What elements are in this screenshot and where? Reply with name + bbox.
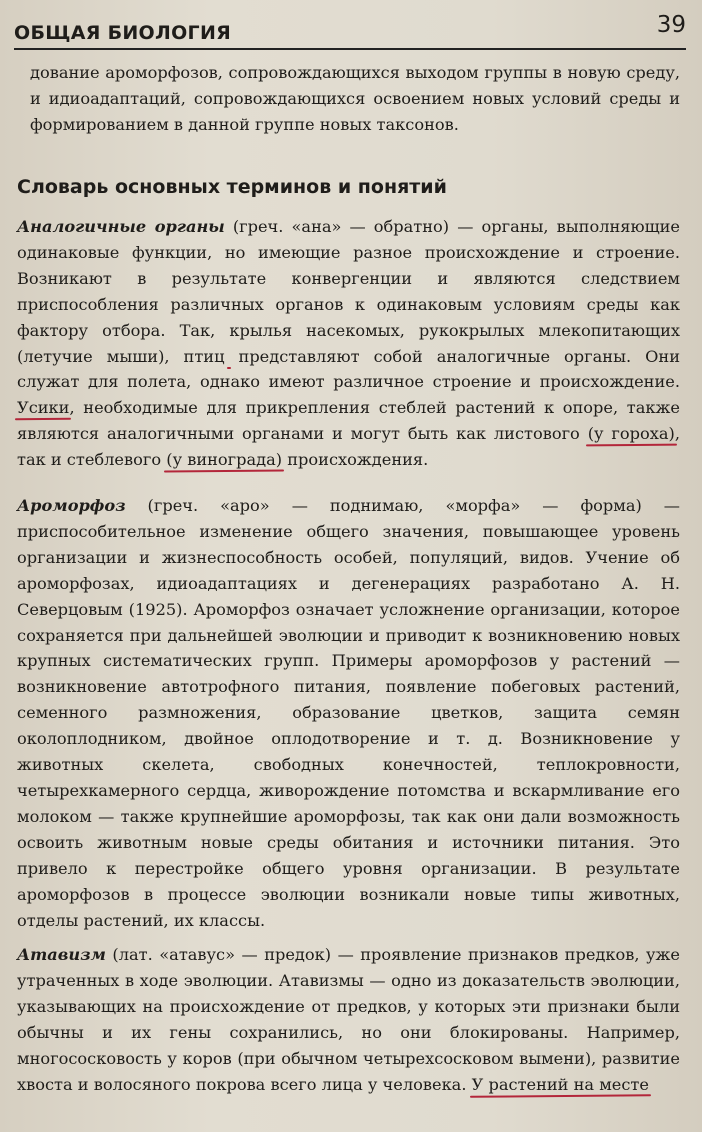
page-number: 39: [656, 12, 686, 38]
entry-analogous-organs: [17, 214, 680, 473]
entry-term: Атавизм: [17, 945, 106, 964]
underlined-text: У растений на месте: [471, 1074, 649, 1094]
running-header: [14, 8, 686, 42]
entry-text: (лат. «атавус» — предок) — проявление признаков предков, уже утраченных в ходе эволюции. Атавизмы — одно из доказательств эволюции, указывающих на происхождение от предков, у которых эти признаки были обычны и их гены сохранились, но они блокированы. Например, многососковость у коров (при обычном четырехсосковом вымени), развитие хвоста и волосяного покрова всего лица у человека.: [17, 945, 680, 1094]
entry-text: , так и стеблевого: [17, 424, 680, 470]
underlined-text: (у гороха): [587, 424, 675, 444]
entry-text: происхождения.: [282, 450, 429, 470]
entry-text: (греч. «аро» — поднимаю, «морфа» — форма) — приспособительное изменение общего значения, повышающее уровень организации и жизнеспособность особей, популяций, видов. Учение об ароморфозах, идиоадаптациях и дегенерациях разработано А. Н. Северцовым (1925). Ароморфоз означает усложнение организации, которое сохраняется при дальнейшей эволюции и приводит к возникновению новых крупных систематических групп. Примеры ароморфозов у растений — возникновение автотрофного питания, появление побеговых растений, семенного размножения, образование цветков, защита семян околоплодником, двойное оплодотворение и т. д. Возникновение у животных скелета, свободных конечностей, теплокровности, четырехкамерного сердца, живорождение потомства и вскармливание его молоком — также крупнейшие ароморфозы, так как они дали возможность освоить животным новые среды обитания и источники питания. Это привело к перестройке общего уровня организации. В результате ароморфозов в процессе эволюции возникали новые типы животных, отделы растений, их классы.: [17, 496, 680, 930]
entry-text: , необходимые для прикрепления стеблей растений к опоре, также являются аналогичными органами и могут быть как листового: [17, 398, 680, 444]
entry-atavism: [17, 942, 680, 1097]
underlined-text: Усики: [17, 398, 70, 418]
entry-term: Ароморфоз: [17, 496, 126, 515]
entry-term: Аналогичные органы: [17, 217, 225, 236]
intro-paragraph: дование ароморфозов, сопровождающихся выходом группы в новую среду, и идиоадаптаций, сопровождающихся освоением новых условий среды и формированием в данной группе новых таксонов.: [30, 63, 680, 134]
section-heading: Словарь основных терминов и понятий: [17, 176, 447, 198]
entry-aromorphosis: [17, 493, 680, 933]
header-rule: [14, 48, 686, 50]
entry-text: , птиц представляют собой аналогичные органы. Они служат для полета, однако имеют различное строение и происхождение.: [17, 346, 680, 392]
underlined-text: крылья насекомых, рукокрылых млекопитающих (летучие мыши): [17, 320, 680, 366]
entry-text: (греч. «ана» — обратно) — органы, выполняющие одинаковые функции, но имеющие разное происхождение и строение. Возникают в результате конвергенции и являются следствием приспособления различных органов к одинаковым условиям среды как фактору отбора. Так,: [17, 217, 680, 340]
running-title: ОБЩАЯ БИОЛОГИЯ: [14, 22, 232, 44]
underlined-text: (у винограда): [166, 450, 283, 470]
